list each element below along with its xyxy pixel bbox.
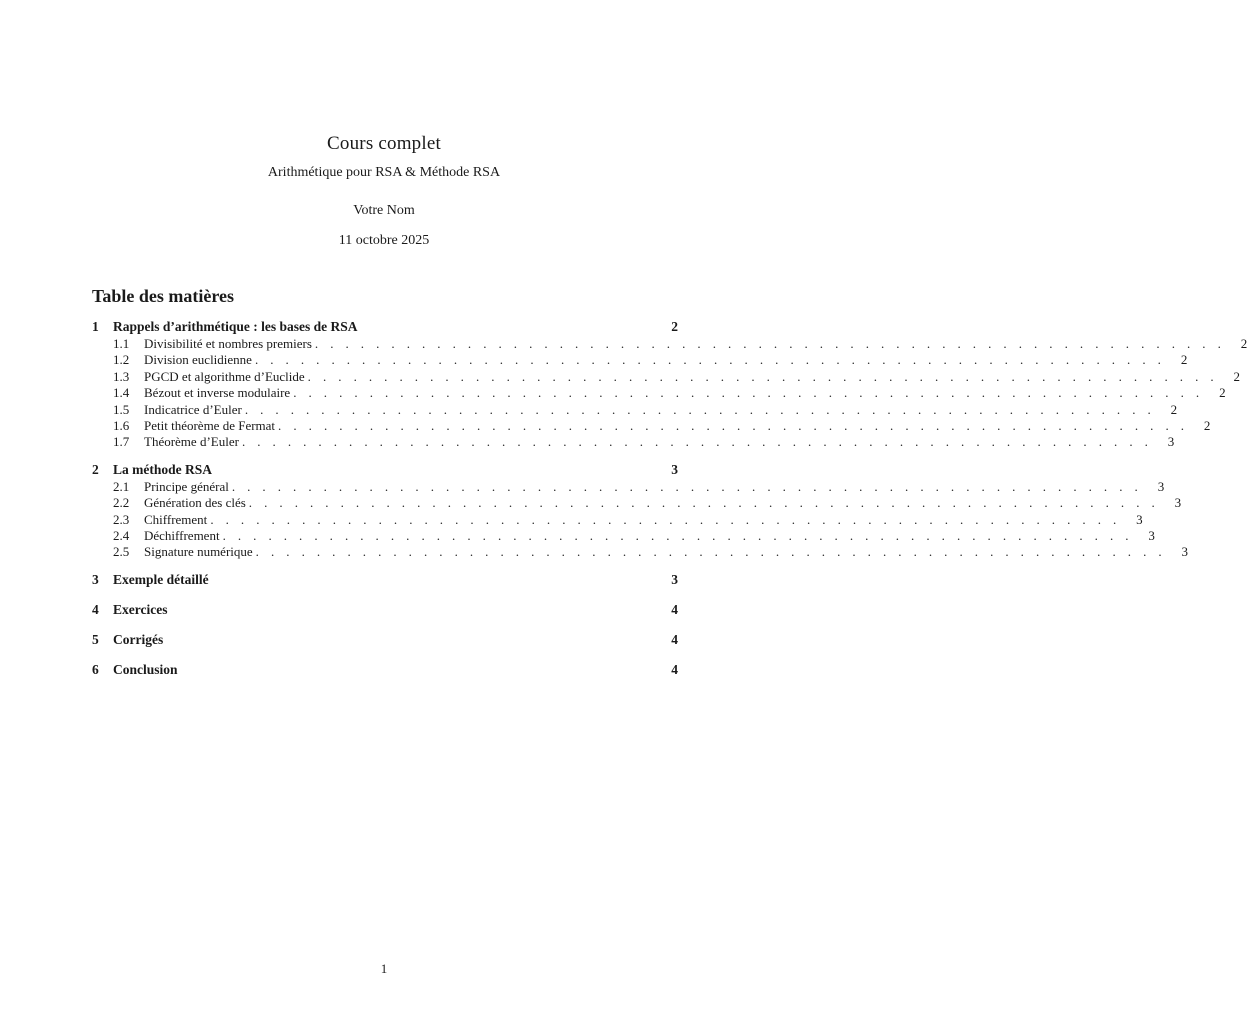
toc-dot-leader: . . . . . . . . . . . . . . . . . . . . . . . . . . . . . . . . . . . . . . . . . . . . . . . . . . . . . . . . . . . .	[244, 401, 1156, 417]
toc-section-entry[interactable]	[92, 601, 678, 619]
toc-subsection-title: Principe général	[144, 479, 232, 495]
toc-section-entry[interactable]	[92, 661, 678, 679]
toc-section-page: 3	[671, 461, 678, 477]
toc-subsection-page: 3	[1167, 434, 1175, 450]
toc-subsection-entry[interactable]	[92, 352, 1188, 368]
toc-subsection-number: 2.1	[113, 478, 130, 494]
toc-section-number: 2	[92, 461, 99, 477]
toc-section-title: La méthode RSA	[113, 461, 213, 477]
toc-section-number: 3	[92, 571, 99, 587]
toc-subsection-entry[interactable]	[92, 527, 1155, 544]
toc-subsection-title: Déchiffrement	[144, 528, 223, 544]
toc-subsection-entry[interactable]	[92, 495, 1182, 511]
toc-section-entry[interactable]	[92, 461, 678, 479]
toc-subsection-number: 2.2	[113, 495, 130, 511]
toc-section-number: 5	[92, 631, 99, 647]
toc-spacer	[92, 619, 678, 631]
toc-subsection-entry[interactable]	[92, 511, 1143, 528]
table-of-contents	[92, 318, 1247, 679]
toc-section-number: 4	[92, 601, 99, 617]
document-subtitle: Arithmétique pour RSA & Méthode RSA	[267, 165, 501, 180]
toc-dot-leader: . . . . . . . . . . . . . . . . . . . . . . . . . . . . . . . . . . . . . . . . . . . . . . . . . . . . . . . . . . . .	[254, 352, 1166, 368]
toc-subsection-title: Génération des clés	[144, 495, 249, 511]
toc-subsection-number: 1.7	[113, 434, 130, 450]
toc-subsection-page: 3	[1136, 511, 1143, 527]
toc-subsection-page: 2	[1170, 401, 1178, 417]
toc-spacer	[92, 589, 678, 601]
toc-subsection-number: 2.3	[113, 511, 130, 527]
toc-subsection-page: 2	[1219, 385, 1226, 401]
toc-dot-leader: . . . . . . . . . . . . . . . . . . . . . . . . . . . . . . . . . . . . . . . . . . . . . . . . . . . . . . . . . . . .	[255, 544, 1167, 560]
toc-section-entry[interactable]	[92, 631, 678, 649]
toc-section	[92, 318, 1247, 451]
toc-section	[92, 461, 1189, 561]
toc-dot-leader: . . . . . . . . . . . . . . . . . . . . . . . . . . . . . . . . . . . . . . . . . . . . . . . . . . . . . . . . . . . .	[293, 385, 1204, 401]
toc-subsection-entry[interactable]	[92, 385, 1226, 401]
toc-subsection-title: Théorème d’Euler	[144, 434, 242, 450]
document-date: 11 octobre 2025	[338, 233, 430, 248]
toc-subsection-number: 1.5	[113, 401, 130, 417]
toc-subsection-title: Divisibilité et nombres premiers	[144, 336, 315, 352]
toc-section-page: 3	[671, 571, 678, 587]
toc-dot-leader: . . . . . . . . . . . . . . . . . . . . . . . . . . . . . . . . . . . . . . . . . . . . . . . . . . . . . . . . . . . .	[248, 495, 1160, 511]
toc-dot-leader: . . . . . . . . . . . . . . . . . . . . . . . . . . . . . . . . . . . . . . . . . . . . . . . . . . . . . . . . . . . .	[231, 478, 1143, 494]
toc-section	[92, 661, 678, 679]
toc-section-page: 2	[671, 319, 678, 334]
toc-subsection-page: 3	[1148, 527, 1155, 543]
toc-section-number: 1	[92, 319, 99, 334]
toc-subsection-entry[interactable]	[92, 401, 1178, 418]
toc-subsection-number: 1.3	[113, 368, 130, 384]
toc-spacer	[92, 649, 678, 661]
toc-subsection-title: Chiffrement	[144, 512, 210, 528]
toc-subsection-page: 2	[1180, 352, 1188, 368]
toc-subsection-title: Bézout et inverse modulaire	[144, 385, 293, 401]
toc-section-title: Corrigés	[113, 631, 164, 647]
toc-subsection-page: 3	[1181, 544, 1189, 560]
toc-dot-leader: . . . . . . . . . . . . . . . . . . . . . . . . . . . . . . . . . . . . . . . . . . . . . . . . . . . . . . . . . . . .	[278, 417, 1189, 433]
toc-dot-leader: . . . . . . . . . . . . . . . . . . . . . . . . . . . . . . . . . . . . . . . . . . . . . . . . . . . . . . . . . . . .	[307, 368, 1219, 384]
toc-subsection-number: 2.4	[113, 527, 130, 543]
toc-subsection-number: 1.4	[113, 385, 130, 401]
toc-subsection-title: Indicatrice d’Euler	[144, 402, 245, 418]
toc-section-page: 4	[671, 601, 678, 617]
toc-subsection-title: Division euclidienne	[144, 352, 255, 368]
page-number: 1	[380, 961, 388, 976]
toc-subsection-entry[interactable]	[92, 434, 1175, 450]
toc-heading: Table des matières	[92, 286, 234, 306]
toc-section-entry[interactable]	[92, 318, 678, 336]
toc-section	[92, 571, 678, 589]
toc-subsection-entry[interactable]	[92, 336, 1247, 352]
toc-dot-leader: . . . . . . . . . . . . . . . . . . . . . . . . . . . . . . . . . . . . . . . . . . . . . . . . . . . . . . . . . . . .	[314, 336, 1226, 351]
toc-subsection-entry[interactable]	[92, 544, 1189, 560]
toc-subsection-title: Signature numérique	[144, 544, 256, 560]
toc-subsection-title: Petit théorème de Fermat	[144, 418, 278, 434]
toc-subsection-page: 2	[1240, 336, 1247, 351]
toc-subsection-number: 1.2	[113, 352, 130, 368]
toc-subsection-page: 3	[1157, 478, 1165, 494]
document-author: Votre Nom	[353, 203, 415, 218]
toc-subsection-entry[interactable]	[92, 368, 1241, 385]
toc-subsection-page: 2	[1203, 417, 1211, 433]
toc-subsection-entry[interactable]	[92, 478, 1165, 495]
toc-section-page: 4	[671, 661, 678, 677]
toc-subsection-entry[interactable]	[92, 417, 1211, 434]
toc-subsection-title: PGCD et algorithme d’Euclide	[144, 369, 308, 385]
toc-section-title: Rappels d’arithmétique : les bases de RSA	[113, 319, 358, 334]
toc-spacer	[92, 561, 678, 571]
toc-dot-leader: . . . . . . . . . . . . . . . . . . . . . . . . . . . . . . . . . . . . . . . . . . . . . . . . . . . . . . . . . . . .	[241, 434, 1153, 450]
toc-subsection-number: 2.5	[113, 544, 130, 560]
toc-section-page: 4	[671, 631, 678, 647]
document-title: Cours complet	[327, 133, 441, 154]
toc-section	[92, 631, 678, 649]
toc-subsection-number: 1.6	[113, 417, 130, 433]
toc-section	[92, 601, 678, 619]
toc-subsection-page: 3	[1174, 495, 1182, 511]
toc-dot-leader: . . . . . . . . . . . . . . . . . . . . . . . . . . . . . . . . . . . . . . . . . . . . . . . . . . . . . . . . . . . .	[222, 527, 1133, 543]
toc-section-title: Exercices	[113, 601, 168, 617]
toc-subsection-page: 2	[1233, 368, 1241, 384]
toc-section-title: Conclusion	[113, 661, 178, 677]
toc-section-number: 6	[92, 661, 99, 677]
toc-spacer	[92, 451, 678, 461]
toc-section-entry[interactable]	[92, 571, 678, 589]
toc-dot-leader: . . . . . . . . . . . . . . . . . . . . . . . . . . . . . . . . . . . . . . . . . . . . . . . . . . . . . . . . . . . .	[210, 511, 1121, 527]
toc-section-title: Exemple détaillé	[113, 571, 209, 587]
toc-subsection-number: 1.1	[113, 336, 130, 351]
